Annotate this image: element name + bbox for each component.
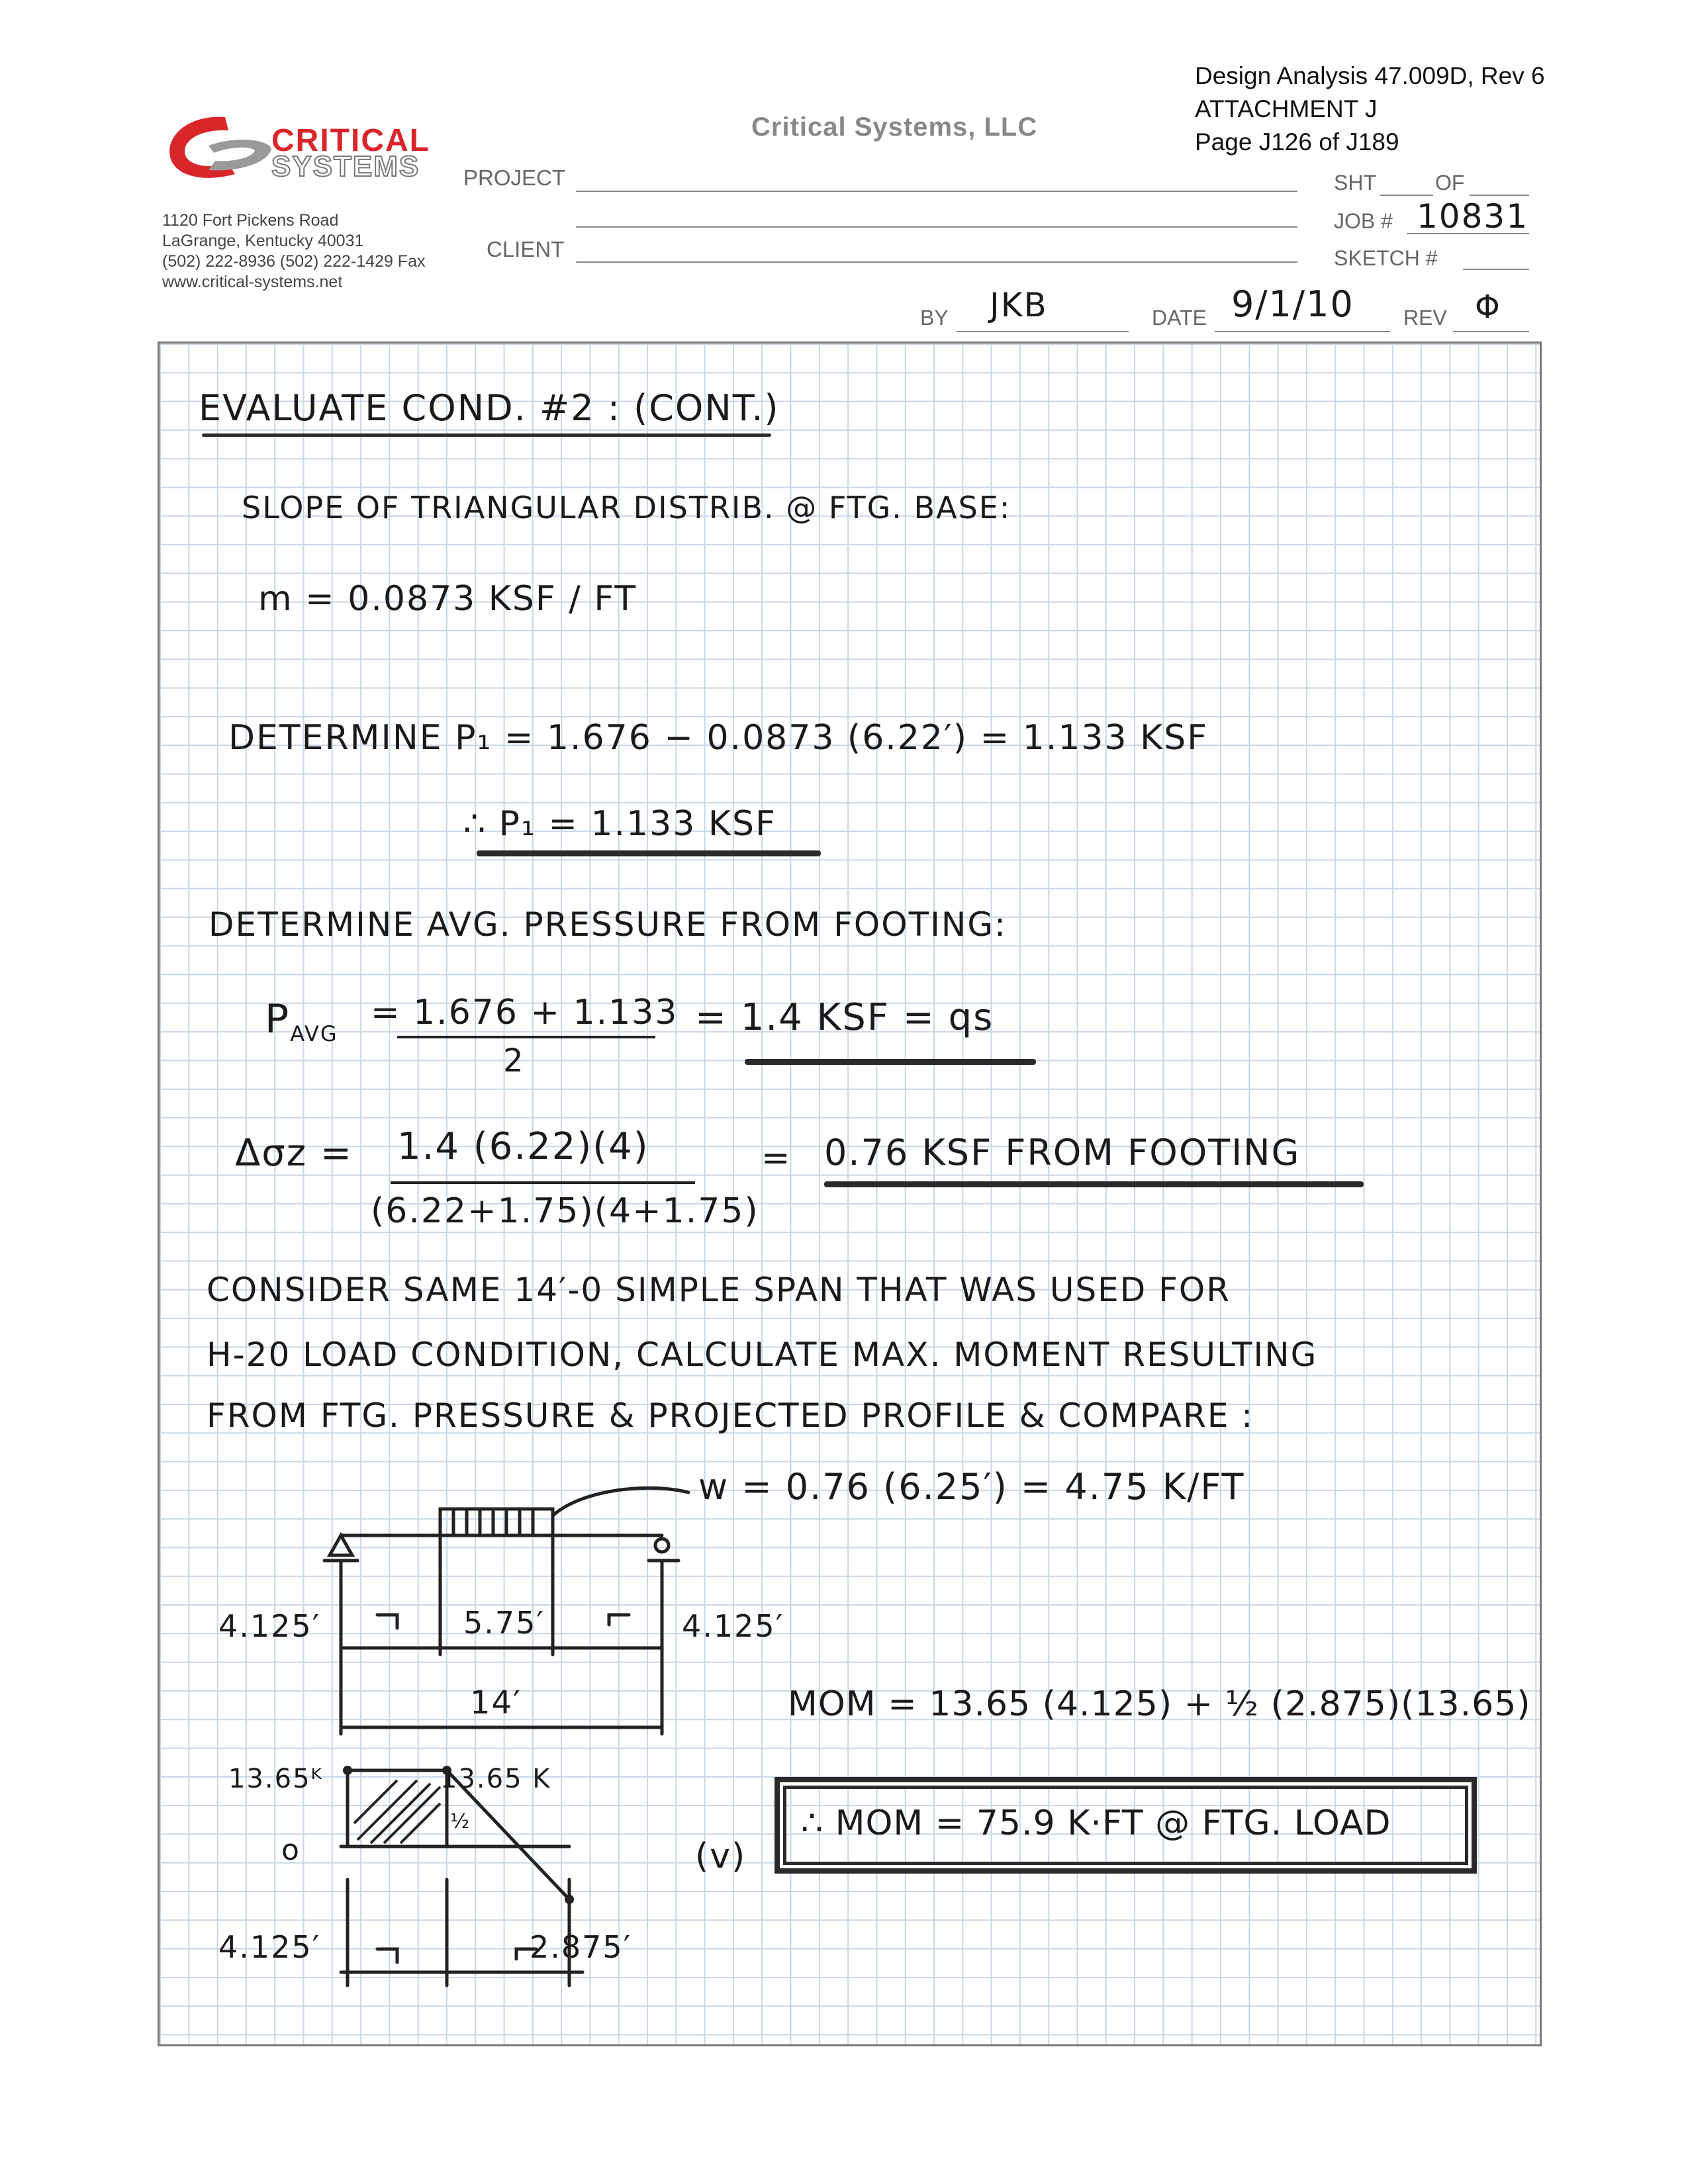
dim-span: 14′ (470, 1684, 522, 1721)
shear-zero: o (281, 1833, 301, 1867)
title-underline (202, 433, 771, 437)
sketch-label: SKETCH # (1334, 246, 1438, 270)
dsz-underline (824, 1181, 1364, 1187)
determine-p1: DETERMINE P₁ = 1.676 − 0.0873 (6.22′) = 1.133 KSF (228, 718, 1209, 758)
dim-left: 4.125′ (218, 1608, 321, 1644)
job-value: 10831 (1417, 197, 1529, 236)
project-line-2 (576, 226, 1297, 228)
pavg-label (265, 996, 338, 1046)
project-line (576, 191, 1297, 192)
date-line (1215, 331, 1390, 332)
shear-label: (v) (695, 1837, 747, 1876)
slope-value: m = 0.0873 KSF / FT (258, 579, 637, 619)
dsz-equals: = (761, 1138, 792, 1178)
project-label: PROJECT (463, 165, 566, 190)
shear-mid-value: 13.65 K (440, 1764, 551, 1794)
logo-text-critical: CRITICAL (271, 123, 430, 158)
shear-left-value: 13.65ᴷ (228, 1764, 324, 1794)
dim-bottom-right: 2.875′ (530, 1929, 632, 1965)
dsz-label: Δσz = (235, 1132, 353, 1175)
doc-ref-line3: Page J126 of J189 (1195, 128, 1399, 156)
shear-frac: ½ (450, 1810, 471, 1833)
pavg-subscript: AVG (290, 1021, 338, 1046)
doc-ref-line2: ATTACHMENT J (1195, 95, 1378, 122)
dim-mid: 5.75′ (463, 1605, 545, 1641)
consider-line3: FROM FTG. PRESSURE & PROJECTED PROFILE & COMPARE : (207, 1396, 1254, 1435)
consider-line1: CONSIDER SAME 14′-0 SIMPLE SPAN THAT WAS USED FOR (207, 1271, 1231, 1309)
sht-line (1380, 195, 1433, 196)
slope-heading: SLOPE OF TRIANGULAR DISTRIB. @ FTG. BASE: (242, 490, 1011, 525)
address-line3: (502) 222-8936 (502) 222-1429 Fax (162, 252, 426, 271)
doc-ref-line1: Design Analysis 47.009D, Rev 6 (1195, 62, 1545, 89)
of-label: OF (1435, 171, 1465, 195)
company-name-center: Critical Systems, LLC (751, 113, 1038, 142)
load-w-line: w = 0.76 (6.25′) = 4.75 K/FT (698, 1466, 1245, 1508)
pavg-fraction-bar (397, 1036, 655, 1038)
dim-bottom-left: 4.125′ (218, 1929, 321, 1965)
document-reference (1195, 60, 1545, 159)
moment-equation: MOM = 13.65 (4.125) + ½ (2.875)(13.65) (788, 1684, 1531, 1724)
dsz-denominator: (6.22+1.75)(4+1.75) (371, 1191, 759, 1231)
logo-swoosh-icon (162, 109, 275, 189)
p1-result: ∴ P₁ = 1.133 KSF (463, 804, 776, 844)
beam-shear-diagram (199, 1456, 794, 1999)
avg-pressure-heading: DETERMINE AVG. PRESSURE FROM FOOTING: (209, 905, 1007, 944)
client-label: CLIENT (487, 237, 565, 261)
dsz-fraction-bar (391, 1181, 695, 1184)
company-address (162, 210, 426, 293)
pavg-underline (745, 1059, 1036, 1065)
by-value: JKB (990, 286, 1048, 324)
client-line (576, 261, 1297, 263)
rev-value: Φ (1475, 289, 1501, 326)
sht-label: SHT (1334, 171, 1376, 195)
dsz-numerator: 1.4 (6.22)(4) (397, 1125, 649, 1168)
company-logo (162, 109, 440, 189)
pavg-denominator: 2 (503, 1042, 525, 1079)
dim-right: 4.125′ (682, 1608, 784, 1644)
pavg-letter: P (265, 996, 291, 1042)
address-line1: 1120 Fort Pickens Road (162, 211, 339, 230)
dsz-result: 0.76 KSF FROM FOOTING (824, 1132, 1301, 1173)
by-line (957, 331, 1129, 332)
date-value: 9/1/10 (1231, 283, 1354, 325)
by-label: BY (920, 306, 949, 330)
job-line (1407, 233, 1529, 234)
rev-label: REV (1403, 306, 1447, 330)
address-line2: LaGrange, Kentucky 40031 (162, 232, 364, 250)
sketch-line (1463, 269, 1529, 270)
job-label: JOB # (1334, 209, 1393, 233)
moment-result: ∴ MOM = 75.9 K·FT @ FTG. LOAD (801, 1803, 1391, 1843)
of-line (1470, 195, 1529, 196)
rev-line (1453, 331, 1529, 332)
p1-underline (477, 850, 821, 856)
calc-title: EVALUATE COND. #2 : (CONT.) (199, 387, 780, 429)
pavg-numerator: = 1.676 + 1.133 (371, 993, 679, 1032)
consider-line2: H-20 LOAD CONDITION, CALCULATE MAX. MOMENT RESULTING (207, 1336, 1318, 1374)
date-label: DATE (1152, 306, 1207, 330)
pavg-result: = 1.4 KSF = qs (695, 996, 994, 1039)
address-line4: www.critical-systems.net (162, 273, 343, 291)
logo-text-systems: SYSTEMS (271, 150, 420, 183)
